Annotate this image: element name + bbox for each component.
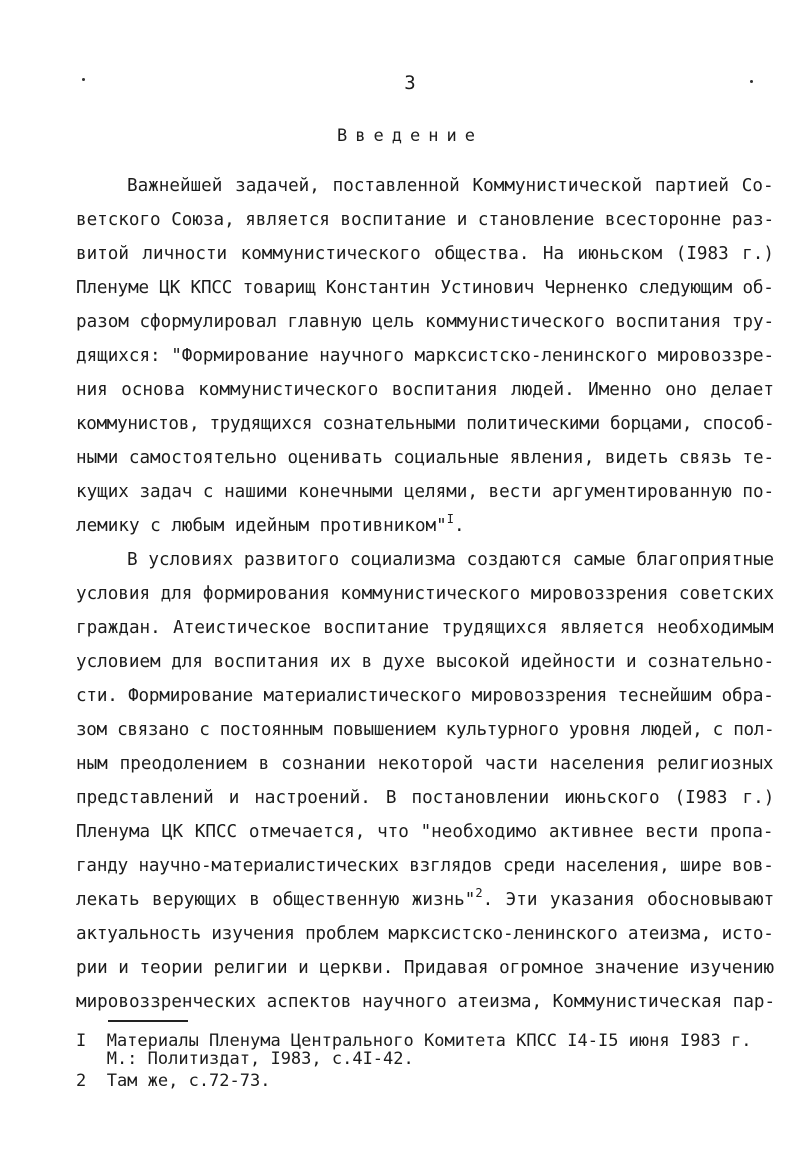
line-text: ганду научно-материалистических взглядов среди населения, шире вов- [76, 856, 774, 876]
footnote-marker: 2 [475, 886, 483, 900]
line-text: лекать верующих в общественную жизнь" [76, 890, 476, 910]
page-title: Введение [337, 126, 483, 146]
line-text: Пленума ЦК КПСС отмечается, что "необходимо активнее вести пропа- [76, 822, 774, 842]
text-line [76, 788, 774, 810]
text-line [76, 482, 774, 504]
text-line [76, 924, 774, 946]
text-line [76, 958, 774, 980]
text-line [127, 176, 774, 198]
text-line [76, 448, 774, 470]
text-line [76, 754, 774, 776]
text-line [76, 618, 774, 640]
line-text-tail: . [453, 516, 465, 536]
line-text: мировоззренческих аспектов научного атеизма, Коммунистическая пар- [76, 992, 776, 1012]
line-text: дящихся: "Формирование научного марксистско-ленинского мировоззре- [76, 346, 775, 366]
text-line [76, 652, 774, 674]
text-line [76, 346, 774, 368]
line-text: В условиях развитого социализма создаются самые благоприятные [127, 550, 775, 570]
text-line [76, 244, 774, 266]
line-text: коммунистов, трудящихся сознательными политическими борцами, способ- [76, 414, 775, 434]
text-line [76, 886, 775, 912]
line-text: витой личности коммунистического общества. На июньском (I983 г.) [76, 244, 774, 264]
line-text: рии и теории религии и церкви. Придавая огромное значение изучению [76, 958, 775, 978]
footnote-line: I Материалы Пленума Центрального Комитета КПСС I4-I5 июня I983 г. [76, 1031, 752, 1051]
line-text: актуальность изучения проблем марксистско-ленинского атеизма, исто- [76, 924, 774, 944]
page-number: 3 [404, 72, 416, 94]
text-line [76, 822, 774, 844]
text-line [127, 550, 774, 572]
text-line [76, 210, 774, 232]
line-text: условием для воспитания их в духе высокой идейности и сознательно- [76, 652, 775, 672]
text-line [76, 414, 774, 436]
text-line [76, 512, 465, 538]
text-line [76, 278, 774, 300]
line-text: ным преодолением в сознании некоторой части населения религиозных [76, 754, 774, 774]
line-text: разом сформулировал главную цель коммунистического воспитания тру- [76, 312, 775, 332]
line-text: представлений и настроений. В постановлении июньского (I983 г.) [76, 788, 775, 808]
line-text: ветского Союза, является воспитание и становление всесторонне раз- [76, 210, 775, 230]
footnote-divider [108, 1020, 188, 1022]
footnote-line: М.: Политиздат, I983, с.4I-42. [76, 1049, 414, 1069]
text-line [76, 686, 774, 708]
text-line [76, 380, 774, 402]
line-text: ными самостоятельно оценивать социальные явления, видеть связь те- [76, 448, 775, 468]
line-text: Важнейшей задачей, поставленной Коммунистической партией Со- [127, 176, 774, 196]
text-line [76, 584, 774, 606]
line-text: сти. Формирование материалистического мировоззрения теснейшим обра- [76, 686, 774, 706]
footnote-marker: I [446, 512, 454, 526]
line-text: Пленуме ЦК КПСС товарищ Константин Устинович Черненко следующим об- [76, 278, 774, 298]
line-text: кущих задач с нашими конечными целями, вести аргументированную по- [76, 482, 775, 502]
text-line [76, 992, 775, 1014]
footnote-line: 2 Там же, с.72-73. [76, 1071, 271, 1091]
text-line [76, 720, 774, 742]
line-text: зом связано с постоянным повышением культурного уровня людей, с пол- [76, 720, 775, 740]
line-text: условия для формирования коммунистического мировоззрения советских [76, 584, 775, 604]
text-line [76, 312, 774, 334]
line-text: ния основа коммунистического воспитания людей. Именно оно делает [76, 380, 774, 400]
text-line [76, 856, 774, 878]
line-text-tail: . Эти указания обосновывают [482, 890, 775, 910]
line-text: граждан. Атеистическое воспитание трудящихся является необходимым [76, 618, 774, 638]
line-text: лемику с любым идейным противником" [76, 516, 447, 536]
